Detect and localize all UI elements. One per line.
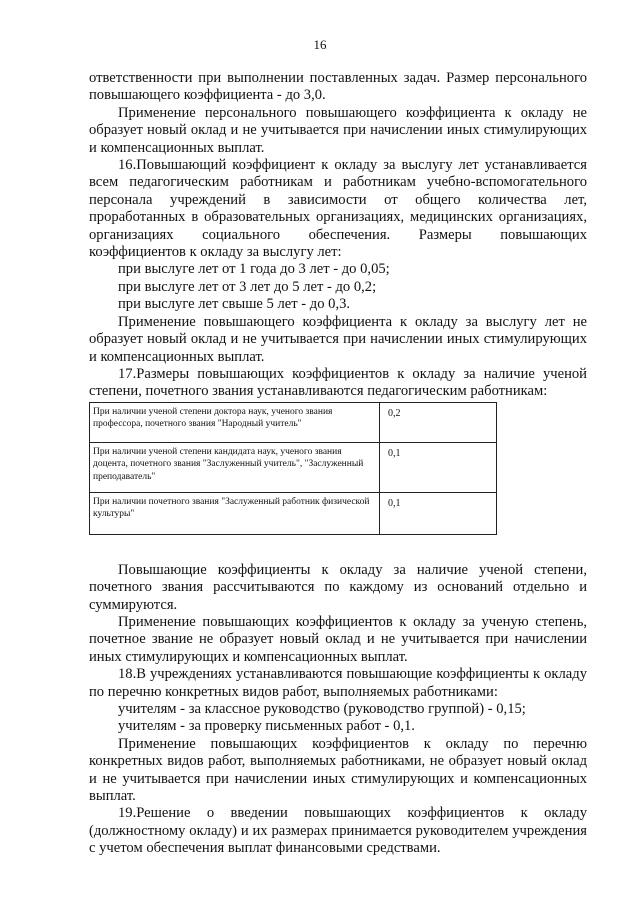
degree-coefficient-table [89,402,497,535]
seniority-list [89,261,587,313]
table-cell-condition: При наличии ученой степени доктора наук, ученого звания профессора, почетного звания "Народный учитель" [90,402,380,442]
paragraph-degree-summation: Повышающие коэффициенты к окладу за наличие ученой степени, почетного звания рассчитываются по каждому из оснований отдельно и суммируются. [89,561,587,613]
table-row [90,402,497,442]
list-item: учителям - за проверку письменных работ - 0,1. [118,718,415,735]
table-cell-condition: При наличии почетного звания "Заслуженный работник физической культуры" [90,492,380,534]
table-cell-condition: При наличии ученой степени кандидата наук, ученого звания доцента, почетного звания "Заслуженный учитель", "Заслуженный преподаватель" [90,442,380,492]
teachers-list [89,701,587,736]
paragraph-item-17: 17.Размеры повышающих коэффициентов к окладу за наличие ученой степени, почетного звания устанавливаются педагогическим работникам: [89,365,587,400]
page-number: 16 [313,37,327,52]
paragraph-personal-coefficient-end: ответственности при выполнении поставленных задач. Размер персонального повышающего коэффициента - до 3,0. [89,70,587,104]
table-row [90,492,497,534]
paragraph-work-types-application: Применение повышающих коэффициентов к окладу по перечню конкретных видов работ, выполняемых работниками, не образует новый оклад и не учитывается при начислении иных стимулирующих и компенсационных выплат. [89,735,587,804]
paragraph-item-18: 18.В учреждениях устанавливаются повышающие коэффициенты к окладу по перечню конкретных видов работ, выполняемых работниками: [89,666,587,700]
paragraph-item-19: 19.Решение о введении повышающих коэффициентов к окладу (должностному окладу) и их размерах принимается руководителем учреждения с учетом обеспечения выплат финансовыми средствами. [89,805,587,857]
paragraph-seniority-application: Применение повышающего коэффициента к окладу за выслугу лет не образует новый оклад и не учитывается при начислении иных стимулирующих и компенсационных выплат. [89,313,587,365]
list-item: при выслуге лет свыше 5 лет - до 0,3. [118,296,351,313]
list-item: учителям - за классное руководство (руководство группой) - 0,15; [118,700,526,717]
paragraph-item-16: 16.Повышающий коэффициент к окладу за выслугу лет устанавливается всем педагогическим работникам и работникам учебно-вспомогательного персонала учреждений в зависимости от общего количества лет, проработанных в образовательных организациях, медицинских организациях, организациях социального обеспечения. Размеры повышающих коэффициентов к окладу за выслугу лет: [89,157,587,261]
table-cell-value: 0,1 [380,442,497,492]
table-cell-value: 0,1 [380,492,497,534]
paragraph-personal-coefficient-application: Применение персонального повышающего коэффициента к окладу не образует новый оклад и не учитывается при начислении иных стимулирующих и компенсационных выплат. [89,104,587,156]
paragraph-degree-application: Применение повышающих коэффициентов к окладу за ученую степень, почетное звание не образует новый оклад и не учитывается при начислении иных стимулирующих и компенсационных выплат. [89,613,587,665]
document-body [89,70,587,858]
table-row [90,442,497,492]
list-item: при выслуге лет от 1 года до 3 лет - до 0,05; [118,261,390,278]
table-cell-value: 0,2 [380,402,497,442]
list-item: при выслуге лет от 3 лет до 5 лет - до 0,2; [118,278,377,295]
